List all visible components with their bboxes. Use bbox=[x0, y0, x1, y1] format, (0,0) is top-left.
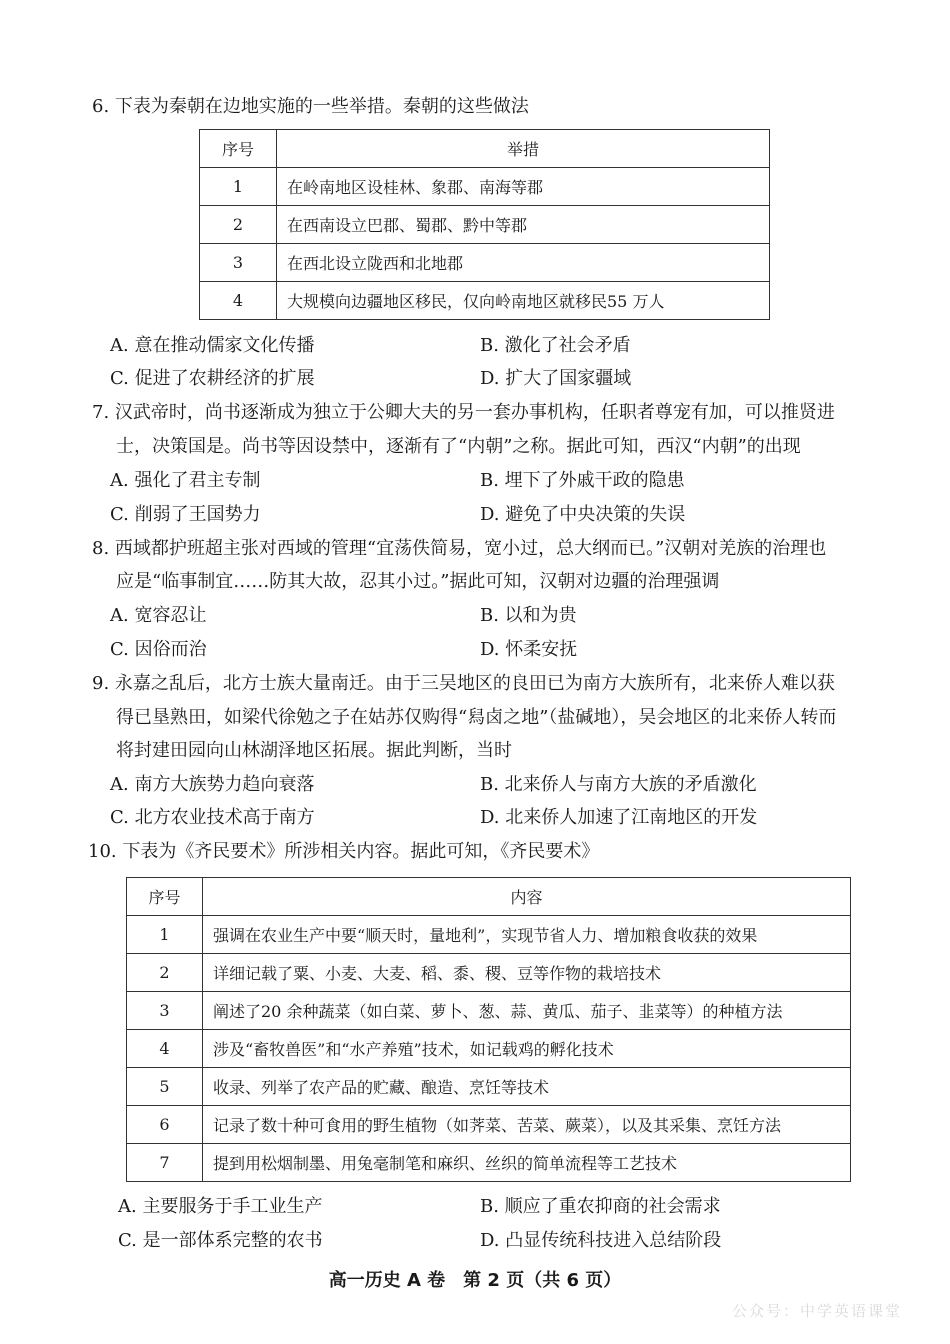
q9-stem-line-2: 得已垦熟田，如梁代徐勉之子在姑苏仅购得“舄卤之地”（盐碱地），吴会地区的北来侨人转而 bbox=[116, 707, 837, 728]
table-cell: 5 bbox=[127, 1068, 203, 1106]
q6-stem: 6. 下表为秦朝在边地实施的一些举措。秦朝的这些做法 bbox=[92, 96, 529, 117]
q6-table bbox=[199, 129, 770, 320]
table-cell: 阐述了20 余种蔬菜（如白菜、萝卜、葱、蒜、黄瓜、茄子、韭菜等）的种植方法 bbox=[203, 992, 851, 1030]
table-cell: 1 bbox=[200, 168, 277, 206]
q8-stem-line-1: 8. 西域都护班超主张对西域的管理“宜荡佚简易，宽小过，总大纲而已。”汉朝对羌族的治理也 bbox=[92, 538, 827, 559]
table-cell: 收录、列举了农产品的贮藏、酿造、烹饪等技术 bbox=[203, 1068, 851, 1106]
table-row bbox=[127, 954, 851, 992]
q9-stem-line-3: 将封建田园向山林湖泽地区拓展。据此判断，当时 bbox=[116, 740, 512, 761]
table-cell: 在西南设立巴郡、蜀郡、黔中等郡 bbox=[277, 206, 770, 244]
table-cell: 提到用松烟制墨、用兔毫制笔和麻织、丝织的简单流程等工艺技术 bbox=[203, 1144, 851, 1182]
q7-stem-line-1: 7. 汉武帝时，尚书逐渐成为独立于公卿大夫的另一套办事机构，任职者尊宠有加，可以推贤进 bbox=[92, 402, 835, 423]
table-row bbox=[127, 1068, 851, 1106]
q8-option-b[interactable]: B. 以和为贵 bbox=[480, 605, 577, 626]
table-row bbox=[127, 1144, 851, 1182]
table-cell: 记录了数十种可食用的野生植物（如荠菜、苦菜、蕨菜），以及其采集、烹饪方法 bbox=[203, 1106, 851, 1144]
table-row bbox=[200, 206, 770, 244]
q6-option-c[interactable]: C. 促进了农耕经济的扩展 bbox=[110, 368, 315, 389]
q8-option-d[interactable]: D. 怀柔安抚 bbox=[480, 639, 578, 660]
table-cell: 3 bbox=[127, 992, 203, 1030]
q9-option-b[interactable]: B. 北来侨人与南方大族的矛盾激化 bbox=[480, 774, 757, 795]
q10-table-header-no: 序号 bbox=[127, 878, 203, 916]
table-row bbox=[127, 1106, 851, 1144]
q10-option-c[interactable]: C. 是一部体系完整的农书 bbox=[118, 1230, 323, 1251]
watermark: 公众号：中学英语课堂 bbox=[731, 1302, 902, 1320]
table-row bbox=[127, 992, 851, 1030]
q10-stem: 10. 下表为《齐民要术》所涉相关内容。据此可知，《齐民要术》 bbox=[88, 841, 600, 862]
q8-option-c[interactable]: C. 因俗而治 bbox=[110, 639, 207, 660]
q9-option-c[interactable]: C. 北方农业技术高于南方 bbox=[110, 807, 315, 828]
table-row bbox=[200, 244, 770, 282]
table-cell: 1 bbox=[127, 916, 203, 954]
table-cell: 在岭南地区设桂林、象郡、南海等郡 bbox=[277, 168, 770, 206]
table-cell: 详细记载了粟、小麦、大麦、稻、黍、稷、豆等作物的栽培技术 bbox=[203, 954, 851, 992]
table-row bbox=[127, 916, 851, 954]
q7-option-a[interactable]: A. 强化了君主专制 bbox=[110, 470, 261, 491]
q7-option-b[interactable]: B. 埋下了外戚干政的隐患 bbox=[480, 470, 685, 491]
table-cell: 2 bbox=[127, 954, 203, 992]
q7-stem-line-2: 士，决策国是。尚书等因设禁中，逐渐有了“内朝”之称。据此可知，西汉“内朝”的出现 bbox=[116, 436, 801, 457]
q6-option-a[interactable]: A. 意在推动儒家文化传播 bbox=[110, 335, 315, 356]
table-cell: 涉及“畜牧兽医”和“水产养殖”技术，如记载鸡的孵化技术 bbox=[203, 1030, 851, 1068]
q9-stem-line-1: 9. 永嘉之乱后，北方士族大量南迁。由于三吴地区的良田已为南方大族所有，北来侨人难以获 bbox=[92, 673, 835, 694]
q10-table-header-content: 内容 bbox=[203, 878, 851, 916]
table-row bbox=[127, 1030, 851, 1068]
table-cell: 4 bbox=[200, 282, 277, 320]
q6-option-b[interactable]: B. 激化了社会矛盾 bbox=[480, 335, 631, 356]
q6-table-header-measure: 举措 bbox=[277, 130, 770, 168]
q6-option-d[interactable]: D. 扩大了国家疆域 bbox=[480, 368, 632, 389]
table-cell: 4 bbox=[127, 1030, 203, 1068]
table-cell: 强调在农业生产中要“顺天时，量地利”，实现节省人力、增加粮食收获的效果 bbox=[203, 916, 851, 954]
table-row bbox=[200, 282, 770, 320]
q10-option-d[interactable]: D. 凸显传统科技进入总结阶段 bbox=[480, 1230, 722, 1251]
q10-table bbox=[126, 877, 851, 1182]
q10-option-b[interactable]: B. 顺应了重农抑商的社会需求 bbox=[480, 1196, 721, 1217]
table-cell: 大规模向边疆地区移民，仅向岭南地区就移民55 万人 bbox=[277, 282, 770, 320]
table-cell: 2 bbox=[200, 206, 277, 244]
page-footer: 高一历史 A 卷 第 2 页（共 6 页） bbox=[328, 1270, 622, 1291]
q10-option-a[interactable]: A. 主要服务于手工业生产 bbox=[118, 1196, 323, 1217]
table-cell: 7 bbox=[127, 1144, 203, 1182]
table-row bbox=[200, 168, 770, 206]
q6-table-header-no: 序号 bbox=[200, 130, 277, 168]
table-cell: 3 bbox=[200, 244, 277, 282]
q9-option-d[interactable]: D. 北来侨人加速了江南地区的开发 bbox=[480, 807, 758, 828]
q7-option-d[interactable]: D. 避免了中央决策的失误 bbox=[480, 504, 686, 525]
q8-option-a[interactable]: A. 宽容忍让 bbox=[110, 605, 207, 626]
q8-stem-line-2: 应是“临事制宜……防其大故，忍其小过。”据此可知，汉朝对边疆的治理强调 bbox=[116, 571, 720, 592]
q7-option-c[interactable]: C. 削弱了王国势力 bbox=[110, 504, 261, 525]
q9-option-a[interactable]: A. 南方大族势力趋向衰落 bbox=[110, 774, 315, 795]
table-cell: 在西北设立陇西和北地郡 bbox=[277, 244, 770, 282]
table-cell: 6 bbox=[127, 1106, 203, 1144]
